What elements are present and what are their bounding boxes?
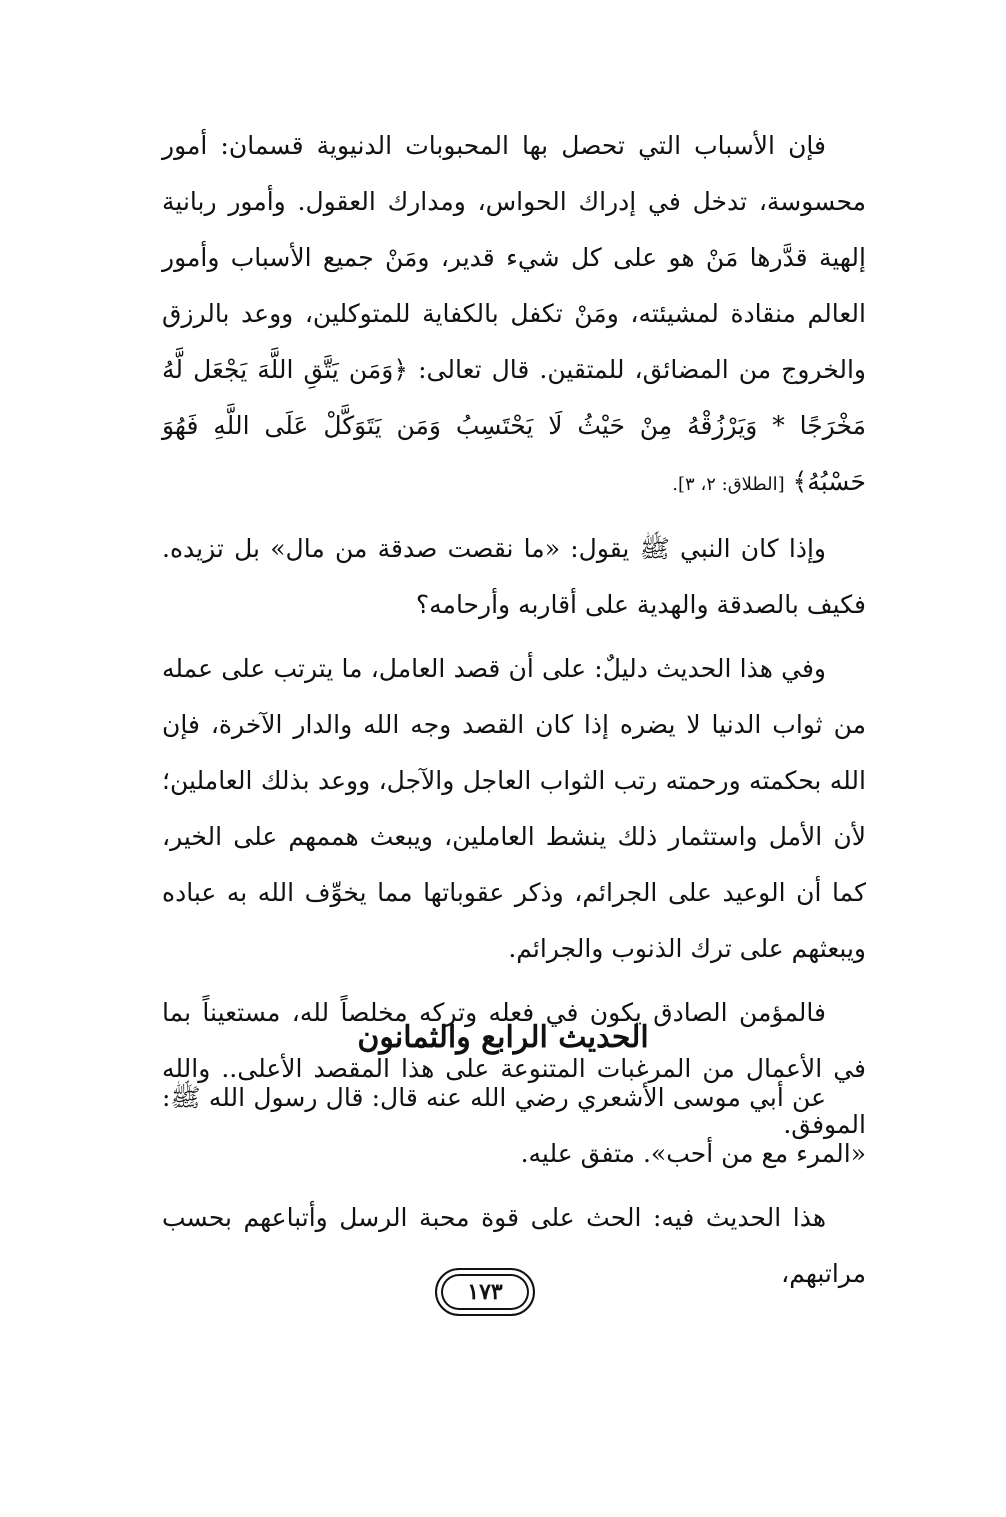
lower-text-block: [162, 1070, 866, 1302]
page-number-badge: ١٧٣: [435, 1268, 535, 1316]
paragraph-hadith: عن أبي موسى الأشعري رضي الله عنه قال: قال رسول الله ﷺ: «المرء مع من أحب». متفق عليه.: [162, 1083, 866, 1168]
paragraph-believer: فالمؤمن الصادق يكون في فعله وتركه مخلصاً لله، مستعيناً بما في الأعمال من المرغبات المتنوعة على هذا المقصد الأعلى.. والله الموفق.: [162, 998, 866, 1139]
section-heading: الحديث الرابع والثمانون: [357, 1020, 649, 1055]
paragraph-charity: وإذا كان النبي ﷺ يقول: «ما نقصت صدقة من مال» بل تزيده. فكيف بالصدقة والهدية على أقاربه وأرحامه؟: [162, 534, 866, 619]
upper-text-block: [162, 118, 866, 1153]
paragraph-causes: [162, 118, 866, 513]
paragraph-commentary: هذا الحديث فيه: الحث على قوة محبة الرسل وأتباعهم بحسب مراتبهم،: [162, 1203, 866, 1288]
verse-reference: [الطلاق: ٢، ٣].: [672, 474, 785, 495]
quran-verse: ﴿وَمَن يَتَّقِ اللَّهَ يَجْعَل لَّهُ مَخْرَجًا * وَيَرْزُقْهُ مِنْ حَيْثُ لَا يَحْتَسِبُ وَمَن يَتَوَكَّلْ عَلَى اللَّهِ فَهُوَ حَسْبُهُ﴾: [162, 355, 866, 496]
paragraph-causes-text: فإن الأسباب التي تحصل بها المحبوبات الدنيوية قسمان: أمور محسوسة، تدخل في إدراك الحواس، ومدارك العقول. وأمور ربانية إلهية قدَّرها مَنْ هو على كل شيء قدير، ومَنْ جميع الأسباب وأمور العالم منقادة لمشيئته، ومَنْ تكفل بالكفاية للمتوكلين، ووعد بالرزق والخروج من المضائق، للمتقين. قال تعالى:: [162, 131, 866, 384]
paragraph-intention: وفي هذا الحديث دليلٌ: على أن قصد العامل، ما يترتب على عمله من ثواب الدنيا لا يضره إذا كان القصد وجه الله والدار الآخرة، فإن الله بحكمته ورحمته رتب الثواب العاجل والآجل، ووعد بذلك العاملين؛ لأن الأمل واستثمار ذلك ينشط العاملين، ويبعث هممهم على الخير، كما أن الوعيد على الجرائم، وذكر عقوباتها مما يخوِّف الله به عباده ويبعثهم على ترك الذنوب والجرائم.: [162, 654, 866, 963]
